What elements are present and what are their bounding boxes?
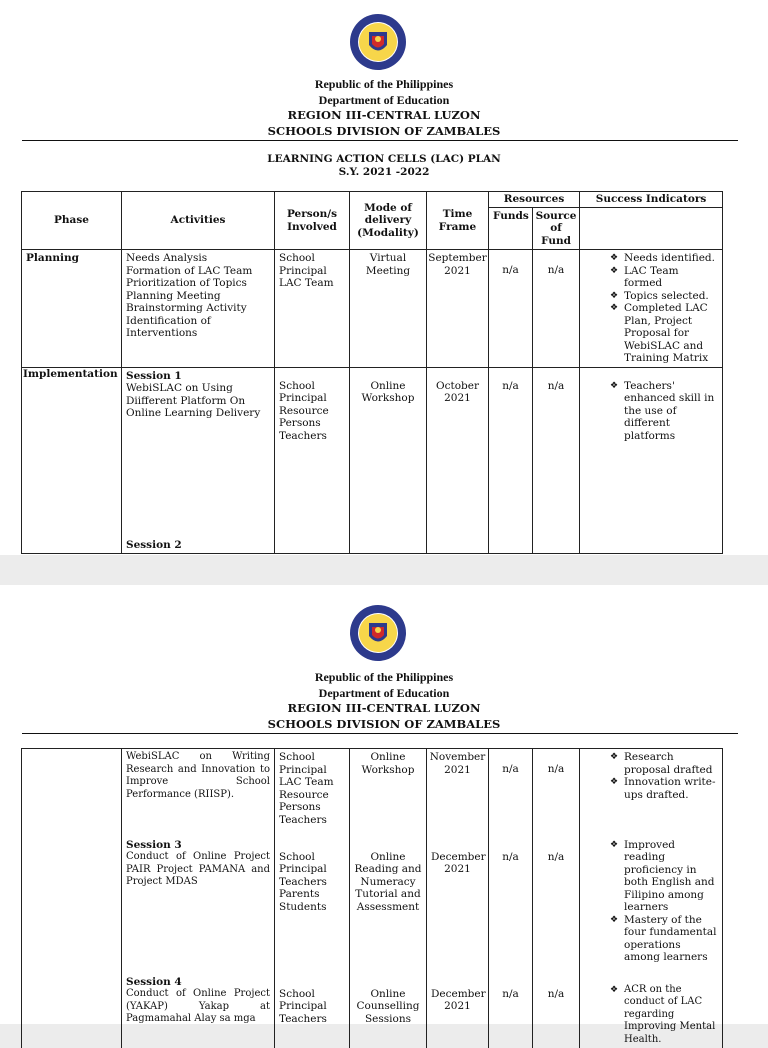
plan-title: LEARNING ACTION CELLS (LAC) PLAN [0,153,768,166]
letterhead-line-2: Department of Education [0,686,768,702]
indicator-list [584,252,718,365]
activity-item: Needs Analysis [126,252,270,265]
col-success-blank [580,207,723,250]
letterhead-line-1: Republic of the Philippines [0,77,768,93]
activity-text: Conduct of Online Project PAIR Project PAMANA and Project MDAS [126,851,270,889]
activity-item: Identification of Interventions [126,315,270,340]
person-item: School [279,252,345,265]
indicator-item: ❖ Improved reading proficiency in both English and Filipino among learners [624,839,718,914]
header-divider [22,140,738,141]
activities-cell [122,974,275,1048]
col-mode: Mode of delivery (Modality) [350,192,427,250]
table-row [22,250,723,368]
table-row [22,367,723,553]
person-item: Teachers [279,430,345,443]
activity-text: Conduct of Online Project (YAKAP) Yakap at Pagmamahal Alay sa mga [126,988,270,1026]
phase-cell: Planning [22,250,122,368]
source-cell: n/a [533,749,580,837]
indicator-item: ❖ Mastery of the four fundamental operations among learners [624,914,718,964]
activity-text: WebiSLAC on Writing Research and Innovation to Improve School Performance (RIISP). [126,751,270,801]
indicators-cell [580,974,723,1048]
funds-cell: n/a [489,367,533,553]
person-item: Principal [279,1000,345,1013]
header-divider [22,733,738,734]
person-item: School [279,988,345,1001]
activities-cell [122,837,275,974]
letterhead [0,77,768,139]
indicator-item: ❖ ACR on the conduct of LAC regarding Improving Mental Health. [624,984,718,1047]
person-item: School [279,751,345,764]
letterhead-line-1: Republic of the Philippines [0,670,768,686]
indicator-list [584,839,718,964]
lac-plan-table-continued [21,748,723,1048]
time-cell: November 2021 [427,749,489,837]
person-item: School [279,380,345,393]
funds-cell: n/a [489,974,533,1048]
persons-cell [275,367,350,553]
indicator-item: ❖ Needs identified. [624,252,718,265]
source-cell: n/a [533,250,580,368]
indicator-item: ❖ Topics selected. [624,290,718,303]
source-cell: n/a [533,974,580,1048]
mode-cell: Online Workshop [350,749,427,837]
person-item: Students [279,901,345,914]
funds-cell: n/a [489,749,533,837]
table-row [22,974,723,1048]
time-cell: December 2021 [427,837,489,974]
funds-cell: n/a [489,837,533,974]
time-cell: October 2021 [427,367,489,553]
indicator-list [584,380,718,443]
plan-title-block [0,153,768,179]
person-item: Teachers [279,876,345,889]
col-resources: Resources [489,192,580,208]
person-item: School [279,851,345,864]
person-item: LAC Team [279,277,345,290]
person-item: Parents [279,888,345,901]
person-item: Principal [279,863,345,876]
letterhead-line-2: Department of Education [0,93,768,109]
phase-cell: Implementation [22,367,122,553]
persons-cell [275,250,350,368]
col-persons: Person/s Involved [275,192,350,250]
persons-cell [275,837,350,974]
phase-cell [22,749,122,1048]
indicator-list [584,984,718,1047]
col-funds: Funds [489,207,533,250]
indicator-item: ❖ Completed LAC Plan, Project Proposal for WebiSLAC and Training Matrix [624,302,718,365]
deped-seal-icon [348,603,408,663]
table-header-row [22,192,723,208]
person-item: Teachers [279,814,345,827]
person-item: Principal [279,764,345,777]
col-time: Time Frame [427,192,489,250]
source-cell: n/a [533,837,580,974]
indicators-cell [580,749,723,837]
indicator-item: ❖ Innovation write-ups drafted. [624,776,718,801]
col-phase: Phase [22,192,122,250]
person-item: Persons [279,801,345,814]
letterhead-line-3: REGION III-CENTRAL LUZON [0,108,768,124]
letterhead-line-4: SCHOOLS DIVISION OF ZAMBALES [0,124,768,140]
letterhead [0,670,768,732]
activity-item: Prioritization of Topics [126,277,270,290]
person-item: LAC Team [279,776,345,789]
persons-cell [275,749,350,837]
activity-item: Brainstorming Activity [126,302,270,315]
time-cell: September 2021 [427,250,489,368]
activity-item: Planning Meeting [126,290,270,303]
person-item: Resource [279,405,345,418]
person-item: Resource [279,789,345,802]
table-row [22,837,723,974]
indicators-cell [580,837,723,974]
mode-cell: Virtual Meeting [350,250,427,368]
document-page-2 [0,585,768,1024]
time-cell: December 2021 [427,974,489,1048]
mode-cell: Online Workshop [350,367,427,553]
source-cell: n/a [533,367,580,553]
activities-cell [122,749,275,837]
activities-cell [122,250,275,368]
lac-plan-table [21,191,723,554]
person-item: Persons [279,417,345,430]
indicators-cell [580,367,723,553]
mode-cell: Online Reading and Numeracy Tutorial and Assessment [350,837,427,974]
activity-text: WebiSLAC on Using Diifferent Platform On Online Learning Delivery [126,382,270,420]
indicator-item: ❖ Research proposal drafted [624,751,718,776]
indicators-cell [580,250,723,368]
mode-cell: Online Counselling Sessions [350,974,427,1048]
indicator-list [584,751,718,801]
col-source: Source of Fund [533,207,580,250]
letterhead-line-3: REGION III-CENTRAL LUZON [0,701,768,717]
funds-cell: n/a [489,250,533,368]
persons-cell [275,974,350,1048]
session-label: Session 2 [126,539,182,552]
col-activities: Activities [122,192,275,250]
table-row [22,749,723,837]
person-item: Principal [279,392,345,405]
school-year: S.Y. 2021 -2022 [0,166,768,179]
letterhead-line-4: SCHOOLS DIVISION OF ZAMBALES [0,717,768,733]
session-label: Session 4 [126,976,270,989]
indicator-item: ❖ Teachers' enhanced skill in the use of different platforms [624,380,718,443]
person-item: Teachers [279,1013,345,1026]
deped-seal-icon [348,12,408,72]
person-item: Principal [279,265,345,278]
col-success: Success Indicators [580,192,723,208]
session-label: Session 1 [126,370,270,383]
session-label: Session 3 [126,839,270,852]
activities-cell [122,367,275,553]
indicator-item: ❖ LAC Team formed [624,265,718,290]
activity-item: Formation of LAC Team [126,265,270,278]
